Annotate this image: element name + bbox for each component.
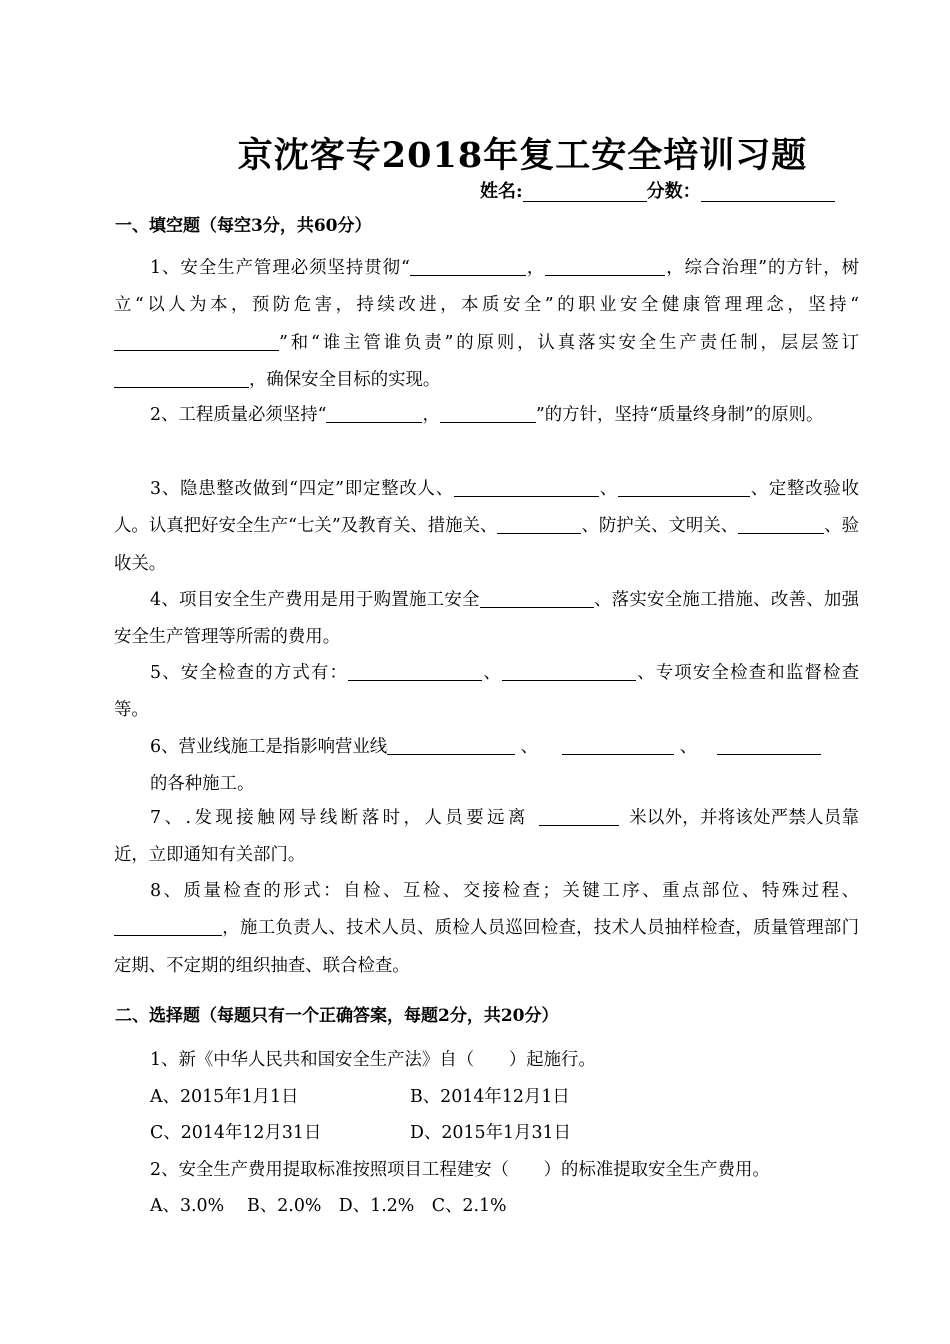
name-blank[interactable] <box>523 181 647 202</box>
choice-question-2-options: A、3.0% B、2.0% D、1.2% C、2.1% <box>150 1196 507 1216</box>
answer-blank[interactable] <box>440 404 536 423</box>
page-title: 京沈客专2018年复工安全培训习题 <box>237 135 808 176</box>
answer-blank[interactable] <box>497 515 581 534</box>
option-b: B、2014年12月1日 <box>410 1087 570 1107</box>
answer-blank[interactable] <box>114 369 249 388</box>
answer-blank[interactable] <box>454 478 599 497</box>
answer-blank[interactable] <box>348 662 482 681</box>
answer-blank[interactable] <box>326 404 422 423</box>
answer-blank[interactable] <box>480 589 594 608</box>
answer-blank[interactable] <box>114 332 279 351</box>
name-score-line <box>480 177 835 203</box>
answer-blank[interactable] <box>618 478 750 497</box>
option-c: C、2014年12月31日 <box>150 1123 322 1143</box>
fill-question-1: 1、安全生产管理必须坚持贯彻“ ， ，综合治理”的方针，树立“以人为本，预防危害，持续改进，本质安全”的职业安全健康管理理念，坚持“”和“谁主管谁负责”的原则，认真落实安全生产责任制，层层签订，确保安全目标的实现。 <box>114 258 859 391</box>
fill-question-6: 6、营业线施工是指影响营业线 、 、 <box>150 729 821 766</box>
answer-blank[interactable] <box>387 736 515 755</box>
answer-blank[interactable] <box>114 917 222 936</box>
answer-blank[interactable] <box>545 257 665 276</box>
score-label: 分数： <box>646 181 701 202</box>
name-label: 姓名: <box>480 181 523 202</box>
answer-blank[interactable] <box>562 736 674 755</box>
option-a: A、2015年1月1日 <box>150 1087 299 1107</box>
fill-question-2: 2、工程质量必须坚持“ ， ”的方针，坚持“质量终身制”的原则。 <box>150 405 824 425</box>
fill-question-5: 5、安全检查的方式有： 、 、专项安全检查和监督检查等。 <box>114 663 859 721</box>
fill-question-3: 3、隐患整改做到“四定”即定整改人、 、 、定整改验收人。认真把好安全生产“七关”及教育关、措施关、 、防护关、文明关、 、验收关。 <box>114 479 859 574</box>
answer-blank[interactable] <box>738 515 824 534</box>
fill-question-4: 4、项目安全生产费用是用于购置施工安全 、落实安全施工措施、改善、加强安全生产管理等所需的费用。 <box>114 590 859 648</box>
fill-question-7: 7、.发现接触网导线断落时，人员要远离 米以外，并将该处严禁人员靠近，立即通知有关部门。 <box>114 808 859 866</box>
fill-question-8: 8、质量检查的形式：自检、互检、交接检查；关键工序、重点部位、特殊过程、，施工负责人、技术人员、质检人员巡回检查，技术人员抽样检查，质量管理部门定期、不定期的组织抽查、联合检查。 <box>114 881 859 976</box>
answer-blank[interactable] <box>539 807 619 826</box>
answer-blank[interactable] <box>410 257 526 276</box>
fill-question-6-tail: 的各种施工。 <box>150 774 255 794</box>
answer-blank[interactable] <box>502 662 636 681</box>
section2-heading: 二、选择题（每题只有一个正确答案，每题2分，共20分） <box>115 1006 559 1026</box>
choice-question-1: 1、新《中华人民共和国安全生产法》自（ ）起施行。 <box>150 1050 596 1070</box>
option-d: D、2015年1月31日 <box>410 1123 571 1143</box>
choice-question-2: 2、安全生产费用提取标准按照项目工程建安（ ）的标准提取安全生产费用。 <box>150 1160 770 1180</box>
section1-heading: 一、填空题（每空3分，共60分） <box>115 216 372 236</box>
answer-blank[interactable] <box>717 736 821 755</box>
score-blank[interactable] <box>701 181 835 202</box>
